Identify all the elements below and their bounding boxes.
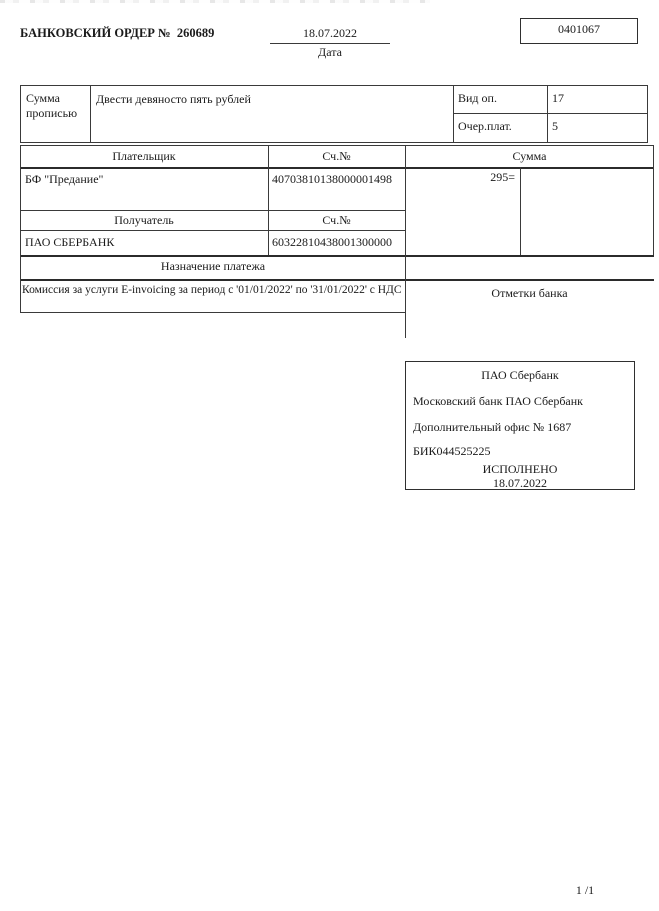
- parties-table: [20, 145, 654, 338]
- purpose-header: Назначение платежа: [160, 259, 266, 273]
- payee-account: 60322810438001300000: [272, 235, 392, 249]
- stamp-office: Дополнительный офис № 1687: [413, 420, 572, 434]
- priority-value: 5: [552, 119, 558, 133]
- amount-value: 295=: [490, 170, 515, 184]
- divider-sum-inner: [520, 167, 521, 255]
- stamp-branch: Московский банк ПАО Сбербанк: [413, 394, 584, 408]
- date-label: Дата: [318, 45, 342, 59]
- amount-table-divider-2: [453, 86, 454, 142]
- amount-table-divider-3: [547, 86, 548, 142]
- line-under-purpose-text: [20, 312, 406, 313]
- priority-label: Очер.плат.: [458, 119, 512, 133]
- line-under-headers: [20, 167, 654, 169]
- form-number-box: [520, 18, 638, 44]
- line-under-purpose-header: [20, 279, 654, 281]
- payer-header: Плательщик: [112, 149, 176, 163]
- document-title: БАНКОВСКИЙ ОРДЕР № 260689: [20, 26, 215, 40]
- amount-table: [20, 85, 648, 143]
- date-block: [270, 26, 390, 60]
- stamp-status: ИСПОЛНЕНО: [482, 462, 558, 476]
- form-number: 0401067: [558, 22, 600, 36]
- amount-words-label-line2: прописью: [26, 106, 78, 120]
- border-left: [20, 145, 21, 312]
- amount-words-label-line1: Сумма: [26, 91, 60, 105]
- stamp-bank-name: ПАО Сбербанк: [481, 368, 559, 382]
- op-type-label: Вид оп.: [458, 91, 497, 105]
- payee-header: Получатель: [114, 213, 174, 227]
- line-under-payee: [20, 255, 654, 257]
- page-number: 1 /1: [575, 883, 595, 897]
- stamp-bik: БИК044525225: [413, 444, 491, 458]
- payer-name: БФ "Предание": [25, 172, 104, 186]
- stamp-date: 18.07.2022: [493, 476, 547, 490]
- bank-stamp-box: [405, 361, 635, 490]
- op-type-value: 17: [552, 91, 564, 105]
- payer-account: 40703810138000001498: [272, 172, 392, 186]
- payee-name: ПАО СБЕРБАНК: [25, 235, 115, 249]
- payer-account-header: Сч.№: [322, 149, 351, 163]
- purpose-text: Комиссия за услуги E-invoicing за период с '01/01/2022' по '31/01/2022' с НДС: [22, 284, 402, 296]
- amount-table-divider-1: [90, 86, 91, 142]
- payee-account-header: Сч.№: [322, 213, 351, 227]
- amount-table-midline: [453, 113, 647, 114]
- line-top: [20, 145, 654, 146]
- line-under-payer: [20, 210, 406, 211]
- line-under-payee-header: [20, 230, 406, 231]
- amount-header: Сумма: [512, 149, 547, 163]
- amount-in-words: Двести девяносто пять рублей: [96, 92, 251, 106]
- scan-artifact-top: [0, 0, 430, 3]
- bank-marks-label: Отметки банка: [491, 286, 568, 300]
- date-value: 18.07.2022: [270, 26, 390, 44]
